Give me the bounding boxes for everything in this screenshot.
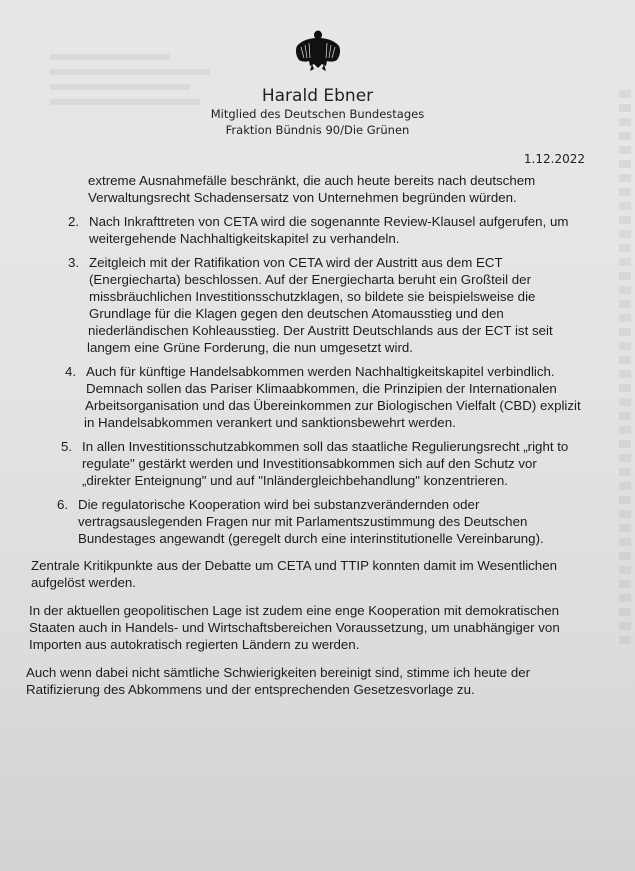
text-line: Verwaltungsrecht Schadensersatz von Unternehmen begründen würden. [88, 190, 517, 205]
list-item [65, 363, 606, 431]
text-line: Bundestages angewandt (geregelt durch eine interinstitutionelle Vereinbarung). [78, 531, 544, 546]
text-line: aufgelöst werden. [31, 575, 136, 590]
text-line: weitergehende Nachhaltigkeitskapitel zu verhandeln. [89, 231, 400, 246]
letterhead [0, 28, 635, 138]
text-line: Zentrale Kritikpunkte aus der Debatte um CETA und TTIP konnten damit im Wesentlichen [31, 558, 557, 573]
text-line: missbräuchlichen Investitionsschutzklagen, so bildete sie beispielsweise die [89, 289, 536, 304]
text-line: Auch wenn dabei nicht sämtliche Schwierigkeiten bereinigt sind, stimme ich heute der [26, 665, 531, 680]
bundestag-eagle-icon [292, 28, 344, 72]
text-line: Grundlage für die Klagen gegen den deutschen Atomausstieg und den [89, 306, 504, 321]
paragraph [29, 602, 609, 653]
text-line: Zeitgleich mit der Ratifikation von CETA wird der Austritt aus dem ECT [89, 255, 503, 270]
text-line: vertragsauslegenden Fragen nur mit Parlamentszustimmung des Deutschen [78, 514, 528, 529]
paragraph [26, 664, 606, 698]
text-line: extreme Ausnahmefälle beschränkt, die auch heute bereits nach deutschem [88, 173, 536, 188]
text-line: Ratifizierung des Abkommens und der entsprechenden Gesetzesvorlage zu. [26, 682, 475, 697]
text-line: „direkter Enteignung" und auf "Inländergleichbehandlung" konzentrieren. [82, 473, 508, 488]
paragraph [31, 557, 611, 591]
letter-body [0, 172, 635, 698]
list-item [61, 438, 602, 489]
text-line: Importen aus autokratisch regierten Ländern zu werden. [29, 637, 360, 652]
member-name: Harald Ebner [261, 86, 374, 106]
faction-name: Fraktion Bündnis 90/Die Grünen [225, 123, 410, 137]
member-title: Mitglied des Deutschen Bundestages [210, 107, 425, 121]
list-item [57, 496, 598, 547]
continued-text [88, 172, 608, 206]
document-date: 1.12.2022 [523, 152, 585, 166]
list-item [68, 254, 609, 356]
text-line: langem eine Grüne Forderung, die nun umgesetzt wird. [87, 340, 413, 355]
list-item [68, 213, 609, 247]
list-number: 3. [68, 255, 80, 270]
text-line: In allen Investitionsschutzabkommen soll das staatliche Regulierungsrecht „right to [82, 439, 569, 454]
text-line: Nach Inkrafttreten von CETA wird die sogenannte Review-Klausel aufgerufen, um [89, 214, 569, 229]
text-line: niederländischen Kohleausstieg. Der Austritt Deutschlands aus der ECT ist seit [88, 323, 553, 338]
text-line: regulate" gestärkt werden und Investitionsabkommen sich auf den Schutz vor [82, 456, 537, 471]
list-number: 5. [61, 439, 73, 454]
text-line: Staaten auch in Handels- und Wirtschaftsbereichen Voraussetzung, um unabhängiger von [29, 620, 560, 635]
text-line: Auch für künftige Handelsabkommen werden Nachhaltigkeitskapitel verbindlich. [86, 364, 555, 379]
text-line: In der aktuellen geopolitischen Lage ist zudem eine enge Kooperation mit demokratischen [29, 603, 559, 618]
text-line: Demnach sollen das Pariser Klimaabkommen, die Prinzipien der Internationalen [86, 381, 557, 396]
text-line: Die regulatorische Kooperation wird bei substanzverändernden oder [78, 497, 480, 512]
text-line: Arbeitsorganisation und das Übereinkommen zur Biologischen Vielfalt (CBD) explizit [85, 398, 581, 413]
list-number: 4. [65, 364, 77, 379]
text-line: (Energiecharta) beschlossen. Auf der Energiecharta beruht ein Großteil der [89, 272, 531, 287]
text-line: in Handelsabkommen verankert und sanktionsbewehrt werden. [84, 415, 456, 430]
list-number: 6. [57, 497, 69, 512]
list-number: 2. [68, 214, 80, 229]
